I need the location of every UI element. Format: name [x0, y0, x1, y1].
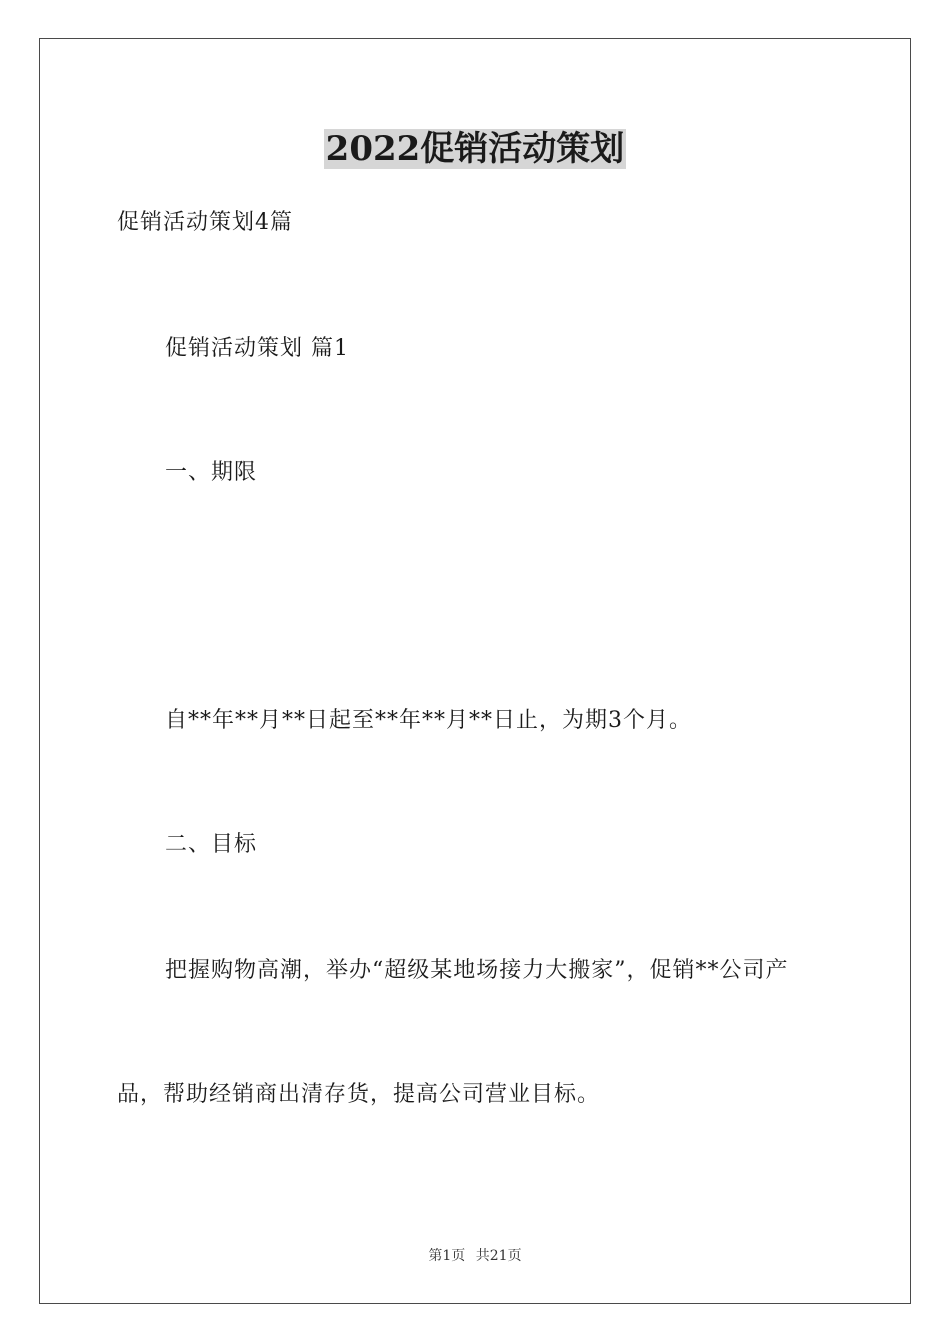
heading-period: 一、期限: [165, 460, 258, 485]
document-subtitle: 促销活动策划4篇: [117, 210, 293, 235]
paragraph-goal-line-1: 把握购物高潮，举办“超级某地场接力大搬家”，促销**公司产: [165, 958, 789, 983]
document-title-text: 2022促销活动策划: [325, 129, 625, 169]
section-heading: 促销活动策划 篇1: [165, 336, 349, 361]
heading-goal: 二、目标: [165, 832, 258, 857]
page-number: 第1页: [428, 1248, 466, 1264]
paragraph-period: 自**年**月**日起至**年**月**日止，为期3个月。: [165, 708, 692, 733]
document-title: [0, 127, 950, 171]
page-footer: [0, 1247, 950, 1265]
page-total: 共21页: [475, 1248, 522, 1264]
paragraph-goal-line-2: 品，帮助经销商出清存货，提高公司营业目标。: [117, 1082, 601, 1107]
